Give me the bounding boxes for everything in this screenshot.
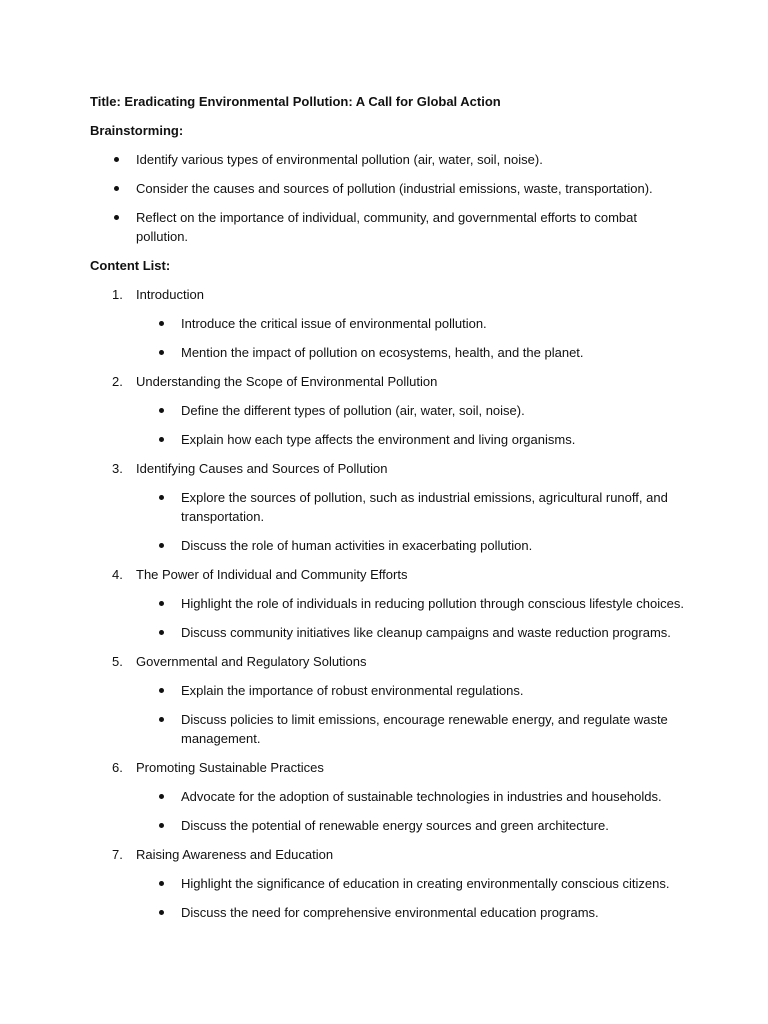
- section-point: [90, 787, 690, 806]
- brainstorming-item-text: Consider the causes and sources of pollution (industrial emissions, waste, transportation).: [136, 181, 653, 196]
- section-number: 1.: [112, 287, 123, 302]
- section-heading: [90, 652, 690, 671]
- section-point-text: Discuss the need for comprehensive environmental education programs.: [181, 905, 599, 920]
- brainstorming-item: [90, 179, 690, 198]
- section-heading: [90, 459, 690, 478]
- section-point-text: Explore the sources of pollution, such as industrial emissions, agricultural runoff, and transportation.: [181, 490, 668, 524]
- section-title: The Power of Individual and Community Efforts: [136, 567, 408, 582]
- section-heading: [90, 758, 690, 777]
- bullet-icon: [159, 437, 164, 442]
- bullet-icon: [114, 215, 119, 220]
- section-point-text: Discuss community initiatives like cleanup campaigns and waste reduction programs.: [181, 625, 671, 640]
- section-point: [90, 343, 690, 362]
- content-section: [90, 565, 690, 642]
- section-point: [90, 314, 690, 333]
- section-points: [90, 681, 690, 748]
- bullet-icon: [159, 717, 164, 722]
- section-point-text: Advocate for the adoption of sustainable technologies in industries and households.: [181, 789, 662, 804]
- section-number: 6.: [112, 760, 123, 775]
- bullet-icon: [159, 823, 164, 828]
- section-points: [90, 787, 690, 835]
- bullet-icon: [159, 350, 164, 355]
- section-number: 5.: [112, 654, 123, 669]
- section-title: Introduction: [136, 287, 204, 302]
- section-point: [90, 874, 690, 893]
- section-point-text: Highlight the significance of education in creating environmentally conscious citizens.: [181, 876, 670, 891]
- bullet-icon: [114, 157, 119, 162]
- bullet-icon: [159, 408, 164, 413]
- document-title: Title: Eradicating Environmental Pollution: A Call for Global Action: [90, 94, 501, 109]
- section-point: [90, 710, 690, 748]
- content-list: [90, 285, 690, 922]
- brainstorming-item: [90, 208, 690, 246]
- section-number: 3.: [112, 461, 123, 476]
- section-point-text: Discuss policies to limit emissions, encourage renewable energy, and regulate waste management.: [181, 712, 668, 746]
- section-point: [90, 488, 690, 526]
- section-points: [90, 401, 690, 449]
- section-point-text: Mention the impact of pollution on ecosystems, health, and the planet.: [181, 345, 584, 360]
- section-title: Identifying Causes and Sources of Pollution: [136, 461, 388, 476]
- section-point: [90, 401, 690, 420]
- brainstorming-item: [90, 150, 690, 169]
- section-point-text: Explain how each type affects the environment and living organisms.: [181, 432, 576, 447]
- section-point: [90, 536, 690, 555]
- content-section: [90, 459, 690, 555]
- section-point-text: Discuss the potential of renewable energy sources and green architecture.: [181, 818, 609, 833]
- bullet-icon: [114, 186, 119, 191]
- bullet-icon: [159, 321, 164, 326]
- section-points: [90, 594, 690, 642]
- content-section: [90, 758, 690, 835]
- content-section: [90, 845, 690, 922]
- bullet-icon: [159, 543, 164, 548]
- content-section: [90, 285, 690, 362]
- section-point: [90, 623, 690, 642]
- section-heading: [90, 845, 690, 864]
- bullet-icon: [159, 688, 164, 693]
- bullet-icon: [159, 910, 164, 915]
- content-list-heading: Content List:: [90, 258, 171, 273]
- section-point-text: Discuss the role of human activities in exacerbating pollution.: [181, 538, 533, 553]
- bullet-icon: [159, 881, 164, 886]
- section-points: [90, 874, 690, 922]
- bullet-icon: [159, 794, 164, 799]
- content-section: [90, 652, 690, 748]
- brainstorming-list: [90, 150, 690, 246]
- bullet-icon: [159, 630, 164, 635]
- section-point-text: Define the different types of pollution (air, water, soil, noise).: [181, 403, 525, 418]
- section-number: 7.: [112, 847, 123, 862]
- section-title: Understanding the Scope of Environmental Pollution: [136, 374, 438, 389]
- section-title: Governmental and Regulatory Solutions: [136, 654, 367, 669]
- bullet-icon: [159, 495, 164, 500]
- bullet-icon: [159, 601, 164, 606]
- section-point-text: Explain the importance of robust environmental regulations.: [181, 683, 524, 698]
- section-point-text: Introduce the critical issue of environmental pollution.: [181, 316, 487, 331]
- section-title: Raising Awareness and Education: [136, 847, 334, 862]
- section-heading: [90, 372, 690, 391]
- section-heading: [90, 285, 690, 304]
- section-point: [90, 681, 690, 700]
- section-title: Promoting Sustainable Practices: [136, 760, 324, 775]
- section-point: [90, 816, 690, 835]
- brainstorming-item-text: Identify various types of environmental pollution (air, water, soil, noise).: [136, 152, 543, 167]
- section-points: [90, 488, 690, 555]
- section-points: [90, 314, 690, 362]
- brainstorming-item-text: Reflect on the importance of individual, community, and governmental efforts to combat pollution.: [136, 210, 638, 244]
- section-heading: [90, 565, 690, 584]
- section-number: 2.: [112, 374, 123, 389]
- brainstorming-heading: Brainstorming:: [90, 123, 184, 138]
- section-point: [90, 594, 690, 613]
- document-body: [90, 92, 690, 932]
- section-number: 4.: [112, 567, 123, 582]
- section-point: [90, 430, 690, 449]
- content-section: [90, 372, 690, 449]
- section-point-text: Highlight the role of individuals in reducing pollution through conscious lifestyle choices.: [181, 596, 684, 611]
- section-point: [90, 903, 690, 922]
